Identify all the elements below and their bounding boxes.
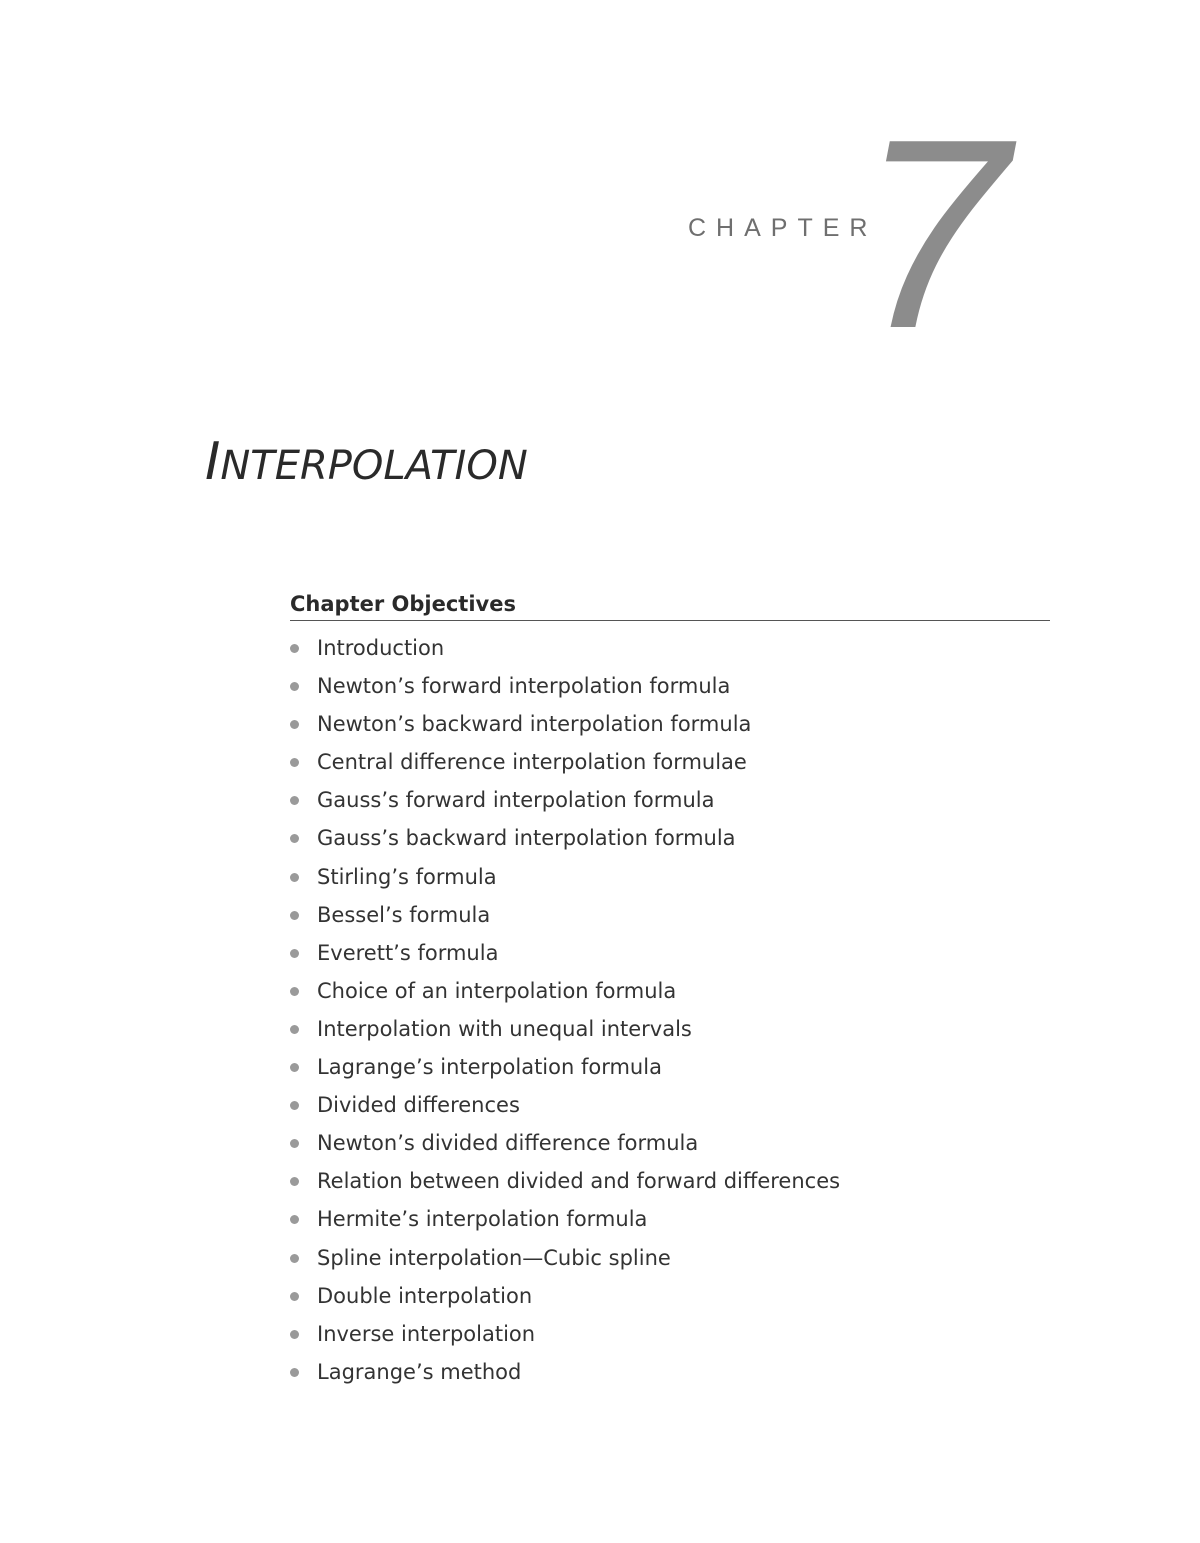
list-item-label: Spline interpolation—Cubic spline [317,1245,671,1270]
bullet-icon [290,644,299,653]
list-item-label: Central difference interpolation formulae [317,750,747,775]
chapter-title-initial: I [205,432,221,492]
bullet-icon [290,1215,299,1224]
list-item [290,1010,1050,1048]
list-item [290,972,1050,1010]
chapter-title [205,432,528,492]
list-item-label: Lagrange’s method [317,1359,522,1384]
list-item-label: Newton’s divided difference formula [317,1131,699,1156]
list-item [290,1124,1050,1162]
list-item-label: Inverse interpolation [317,1321,536,1346]
list-item [290,1277,1050,1315]
bullet-icon [290,720,299,729]
list-item [290,1048,1050,1086]
bullet-icon [290,1177,299,1186]
objectives-heading: Chapter Objectives [290,592,1050,621]
list-item [290,629,1050,667]
list-item-label: Stirling’s formula [317,864,497,889]
bullet-icon [290,1368,299,1377]
list-item [290,934,1050,972]
list-item-label: Everett’s formula [317,940,499,965]
list-item [290,705,1050,743]
bullet-icon [290,1139,299,1148]
list-item-label: Bessel’s formula [317,902,491,927]
list-item-label: Interpolation with unequal intervals [317,1016,692,1041]
list-item-label: Double interpolation [317,1283,533,1308]
list-item-label: Gauss’s backward interpolation formula [317,826,736,851]
bullet-icon [290,796,299,805]
list-item [290,896,1050,934]
chapter-label: CHAPTER [688,214,878,242]
bullet-icon [290,1063,299,1072]
list-item [290,1086,1050,1124]
bullet-icon [290,987,299,996]
list-item [290,1353,1050,1391]
list-item-label: Lagrange’s interpolation formula [317,1055,662,1080]
bullet-icon [290,1025,299,1034]
list-item [290,1239,1050,1277]
list-item-label: Choice of an interpolation formula [317,978,677,1003]
bullet-icon [290,682,299,691]
list-item [290,858,1050,896]
list-item [290,1200,1050,1238]
bullet-icon [290,873,299,882]
list-item [290,743,1050,781]
bullet-icon [290,758,299,767]
list-item-label: Hermite’s interpolation formula [317,1207,648,1232]
chapter-number: 7 [858,84,1005,385]
list-item-label: Newton’s backward interpolation formula [317,712,752,737]
bullet-icon [290,1330,299,1339]
chapter-title-rest: NTERPOLATION [220,443,528,489]
bullet-icon [290,1254,299,1263]
list-item-label: Divided differences [317,1093,520,1118]
bullet-icon [290,1292,299,1301]
chapter-objectives [290,592,1050,1391]
list-item-label: Introduction [317,636,445,660]
bullet-icon [290,911,299,920]
list-item-label: Newton’s forward interpolation formula [317,674,731,699]
list-item-label: Relation between divided and forward differences [317,1169,841,1194]
list-item [290,819,1050,857]
list-item [290,781,1050,819]
bullet-icon [290,1101,299,1110]
list-item [290,667,1050,705]
list-item [290,1162,1050,1200]
bullet-icon [290,834,299,843]
list-item-label: Gauss’s forward interpolation formula [317,788,715,813]
list-item [290,1315,1050,1353]
bullet-icon [290,949,299,958]
objectives-list [290,629,1050,1391]
